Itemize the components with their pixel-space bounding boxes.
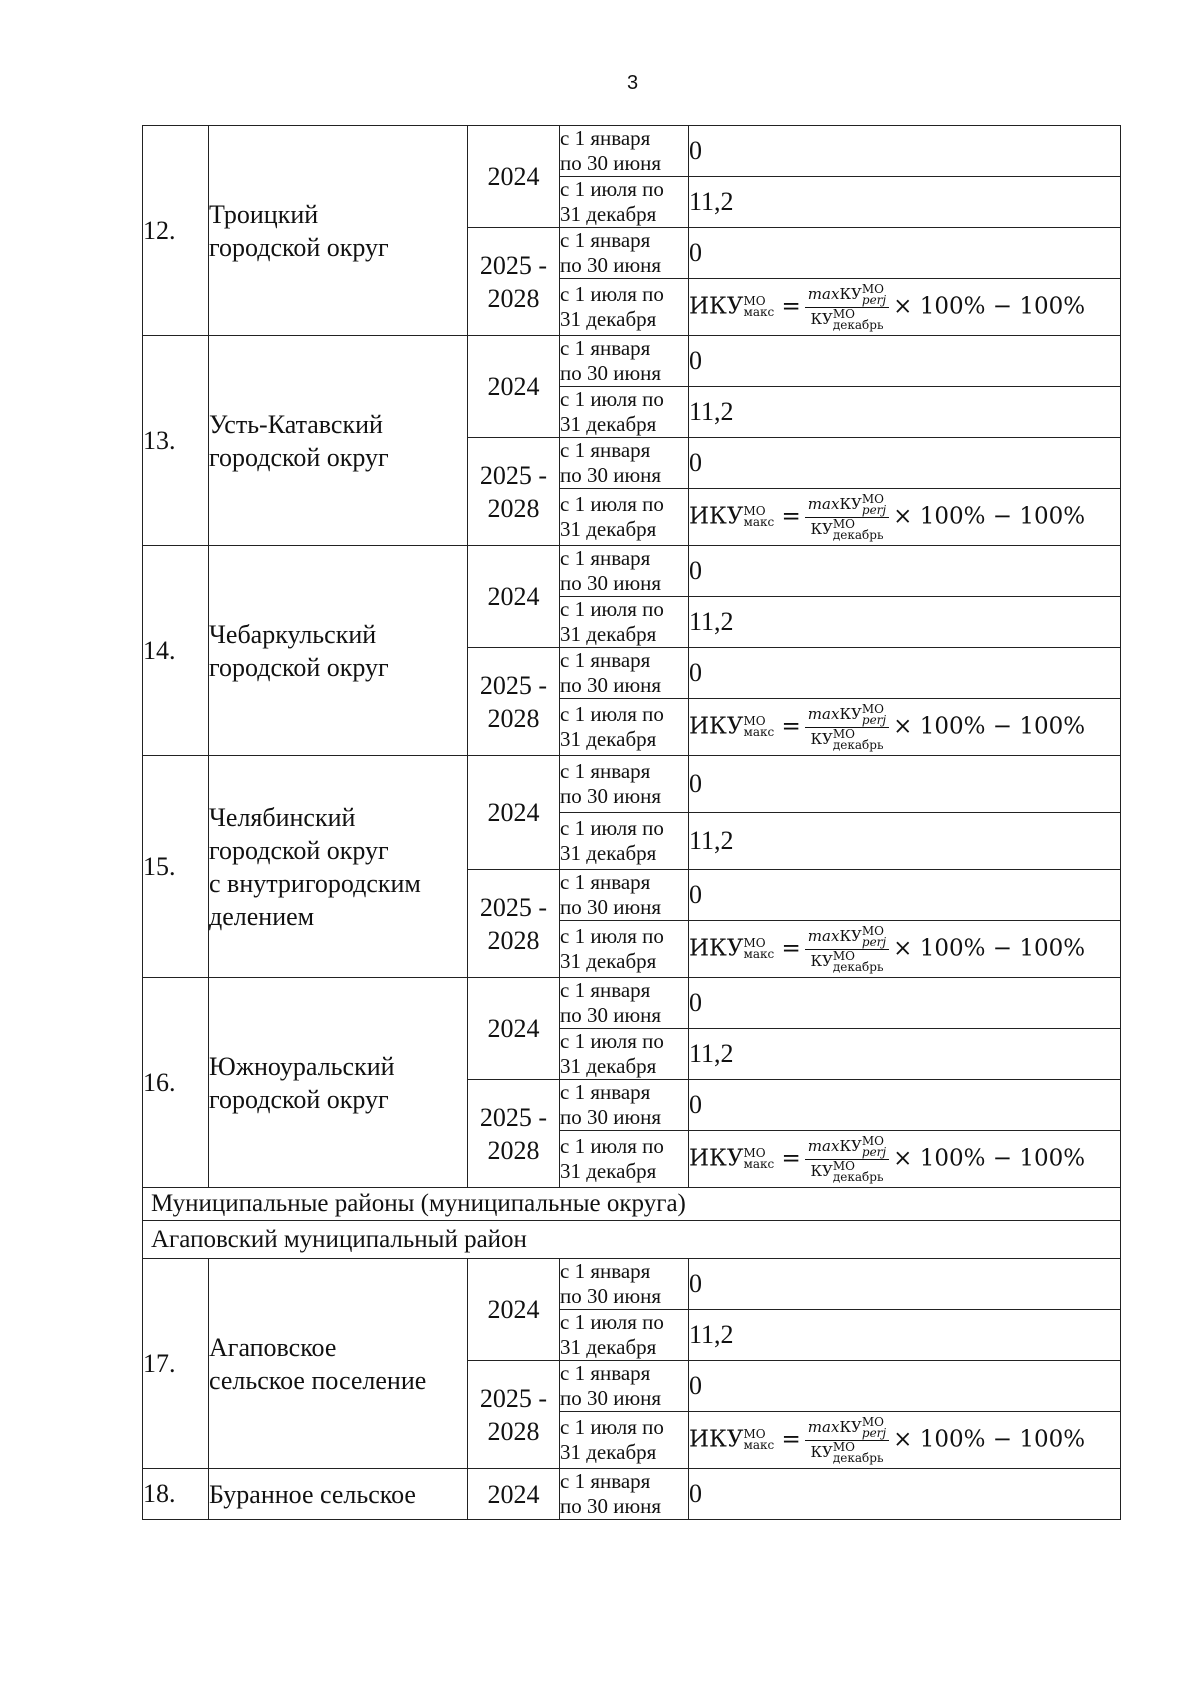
value-cell: 11,2	[689, 177, 1121, 228]
value-cell: 0	[689, 438, 1121, 489]
year-cell: 2024	[468, 1259, 560, 1361]
period-cell: с 1 июля по 31 декабря	[560, 921, 689, 978]
formula-lhs: ИКУ	[689, 935, 744, 961]
formula-lhs: ИКУ	[689, 1145, 744, 1171]
period-cell: с 1 января по 30 июня	[560, 228, 689, 279]
row-number: 18.	[143, 1469, 209, 1520]
municipality-name: Южноуральский городской округ	[209, 978, 468, 1188]
period-cell: с 1 января по 30 июня	[560, 1259, 689, 1310]
municipality-name: Усть-Катавский городской округ	[209, 336, 468, 546]
table-row	[143, 1188, 1121, 1221]
formula-cell: ИКУ МО макс = maxКУ МО perj КУ МО декабрь × 100% − 100%	[689, 921, 1121, 978]
value-cell: 11,2	[689, 1029, 1121, 1080]
table-row	[143, 978, 1121, 1029]
period-cell: с 1 июля по 31 декабря	[560, 813, 689, 870]
formula-lhs: ИКУ	[689, 503, 744, 529]
period-cell: с 1 июля по 31 декабря	[560, 387, 689, 438]
formula-cell: ИКУ МО макс = maxКУ МО perj КУ МО декабрь × 100% − 100%	[689, 489, 1121, 546]
table-row	[143, 1469, 1121, 1520]
row-number: 15.	[143, 756, 209, 978]
value-cell: 0	[689, 1361, 1121, 1412]
value-cell: 0	[689, 648, 1121, 699]
period-cell: с 1 июля по 31 декабря	[560, 177, 689, 228]
year-cell: 2025 - 2028	[468, 1361, 560, 1469]
table-row	[143, 126, 1121, 177]
period-cell: с 1 января по 30 июня	[560, 546, 689, 597]
value-cell: 0	[689, 336, 1121, 387]
period-cell: с 1 января по 30 июня	[560, 648, 689, 699]
value-cell: 11,2	[689, 387, 1121, 438]
table-row	[143, 336, 1121, 387]
document-table	[142, 125, 1121, 1520]
formula-fraction: maxКУ МО perj КУ МО декабрь	[805, 284, 889, 331]
formula-lhs: ИКУ	[689, 293, 744, 319]
year-cell: 2025 - 2028	[468, 648, 560, 756]
period-cell: с 1 июля по 31 декабря	[560, 1131, 689, 1188]
formula-fraction: maxКУ МО perj КУ МО декабрь	[805, 494, 889, 541]
value-cell: 0	[689, 1080, 1121, 1131]
year-cell: 2025 - 2028	[468, 1080, 560, 1188]
formula-fraction: maxКУ МО perj КУ МО декабрь	[805, 704, 889, 751]
period-cell: с 1 июля по 31 декабря	[560, 597, 689, 648]
period-cell: с 1 января по 30 июня	[560, 336, 689, 387]
period-cell: с 1 января по 30 июня	[560, 1080, 689, 1131]
municipality-name: Троицкий городской округ	[209, 126, 468, 336]
municipality-name: Чебаркульский городской округ	[209, 546, 468, 756]
year-cell: 2024	[468, 546, 560, 648]
year-cell: 2024	[468, 756, 560, 870]
value-cell: 0	[689, 126, 1121, 177]
period-cell: с 1 июля по 31 декабря	[560, 1310, 689, 1361]
formula-cell: ИКУ МО макс = maxКУ МО perj КУ МО декабрь × 100% − 100%	[689, 279, 1121, 336]
formula-cell: ИКУ МО макс = maxКУ МО perj КУ МО декабрь × 100% − 100%	[689, 1412, 1121, 1469]
municipality-name: Челябинский городской округ с внутригородским делением	[209, 756, 468, 978]
section-header: Агаповский муниципальный район	[143, 1221, 1121, 1259]
period-cell: с 1 июля по 31 декабря	[560, 489, 689, 546]
period-cell: с 1 января по 30 июня	[560, 978, 689, 1029]
year-cell: 2024	[468, 336, 560, 438]
value-cell: 11,2	[689, 597, 1121, 648]
page-number: 3	[626, 72, 639, 94]
table-row	[143, 546, 1121, 597]
formula-fraction: maxКУ МО perj КУ МО декабрь	[805, 926, 889, 973]
period-cell: с 1 января по 30 июня	[560, 1469, 689, 1520]
year-cell: 2025 - 2028	[468, 228, 560, 336]
value-cell: 0	[689, 1469, 1121, 1520]
year-cell: 2024	[468, 126, 560, 228]
formula-lhs: ИКУ	[689, 1426, 744, 1452]
value-cell: 0	[689, 870, 1121, 921]
formula-lhs: ИКУ	[689, 713, 744, 739]
formula-fraction: maxКУ МО perj КУ МО декабрь	[805, 1136, 889, 1183]
period-cell: с 1 января по 30 июня	[560, 126, 689, 177]
municipality-name: Буранное сельское	[209, 1469, 468, 1520]
value-cell: 11,2	[689, 813, 1121, 870]
period-cell: с 1 января по 30 июня	[560, 438, 689, 489]
year-cell: 2024	[468, 1469, 560, 1520]
formula-cell: ИКУ МО макс = maxКУ МО perj КУ МО декабрь × 100% − 100%	[689, 699, 1121, 756]
formula-fraction: maxКУ МО perj КУ МО декабрь	[805, 1417, 889, 1464]
period-cell: с 1 января по 30 июня	[560, 756, 689, 813]
value-cell: 0	[689, 1259, 1121, 1310]
value-cell: 0	[689, 978, 1121, 1029]
row-number: 16.	[143, 978, 209, 1188]
value-cell: 0	[689, 546, 1121, 597]
table-row	[143, 756, 1121, 813]
value-cell: 11,2	[689, 1310, 1121, 1361]
municipality-name: Агаповское сельское поселение	[209, 1259, 468, 1469]
formula-cell: ИКУ МО макс = maxКУ МО perj КУ МО декабрь × 100% − 100%	[689, 1131, 1121, 1188]
value-cell: 0	[689, 228, 1121, 279]
table-row	[143, 1259, 1121, 1310]
period-cell: с 1 января по 30 июня	[560, 1361, 689, 1412]
value-cell: 0	[689, 756, 1121, 813]
row-number: 14.	[143, 546, 209, 756]
period-cell: с 1 июля по 31 декабря	[560, 1029, 689, 1080]
year-cell: 2024	[468, 978, 560, 1080]
row-number: 13.	[143, 336, 209, 546]
period-cell: с 1 января по 30 июня	[560, 870, 689, 921]
year-cell: 2025 - 2028	[468, 438, 560, 546]
year-cell: 2025 - 2028	[468, 870, 560, 978]
period-cell: с 1 июля по 31 декабря	[560, 699, 689, 756]
period-cell: с 1 июля по 31 декабря	[560, 279, 689, 336]
period-cell: с 1 июля по 31 декабря	[560, 1412, 689, 1469]
row-number: 12.	[143, 126, 209, 336]
section-header: Муниципальные районы (муниципальные округа)	[143, 1188, 1121, 1221]
table-row	[143, 1221, 1121, 1259]
row-number: 17.	[143, 1259, 209, 1469]
